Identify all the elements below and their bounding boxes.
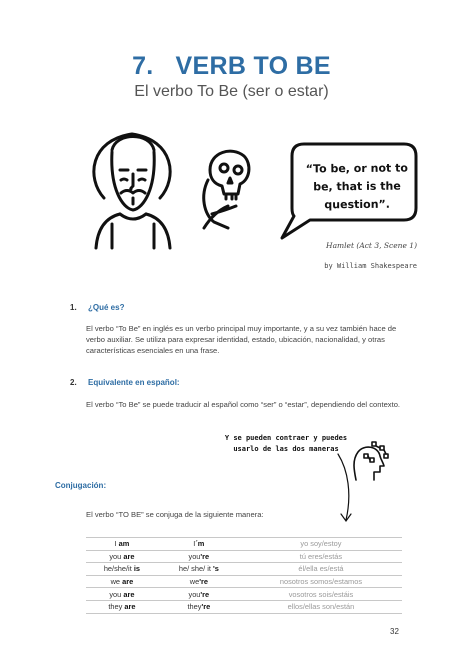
section-text-equivalent: El verbo “To Be” se puede traducir al español como “ser” o “estar”, dependiendo del contexto. bbox=[86, 400, 401, 409]
contraction: 's bbox=[212, 564, 219, 574]
verb-form: is bbox=[133, 564, 140, 574]
shakespeare-portrait-icon bbox=[94, 134, 170, 248]
pronoun: I bbox=[114, 539, 117, 549]
section-heading-equivalent bbox=[70, 378, 180, 387]
section-text-what-is: El verbo “To Be” en inglés es un verbo principal muy importante, y a su vez también hace de verbo auxiliar. Se utiliza para expresar identidad, estado, ubicación, nacionalidad, y otras características esenciales en una frase. bbox=[86, 324, 397, 355]
contraction-note: Y se pueden contraer y puedes usarlo de las dos maneras bbox=[224, 434, 348, 453]
contraction: 're bbox=[199, 577, 208, 587]
pronoun: you bbox=[188, 551, 201, 561]
page-number: 32 bbox=[390, 627, 399, 636]
pronoun: they bbox=[187, 602, 202, 612]
contraction: ´m bbox=[195, 539, 205, 549]
full-form-cell bbox=[86, 550, 158, 563]
conjugation-heading: Conjugación: bbox=[55, 481, 107, 490]
quote-text: “To be, or not to be, that is the question”. bbox=[305, 161, 408, 212]
contraction: 're bbox=[201, 602, 211, 612]
spanish-translation-cell: ellos/ellas son/están bbox=[240, 600, 402, 613]
section-heading-what-is bbox=[70, 303, 124, 312]
pronoun: you bbox=[109, 551, 122, 561]
pronoun: I bbox=[193, 539, 196, 549]
quote-attribution-author: by William Shakespeare bbox=[324, 262, 417, 270]
quote-attribution-work: Hamlet (Act 3, Scene 1) bbox=[326, 241, 417, 250]
table-row bbox=[86, 600, 402, 613]
verb-form: are bbox=[124, 602, 136, 612]
conjugation-table bbox=[86, 537, 402, 614]
spanish-translation-cell: vosotros sois/estáis bbox=[240, 588, 402, 601]
table-row bbox=[86, 575, 402, 588]
chapter-title: VERB TO BE bbox=[175, 52, 331, 80]
pronoun: you bbox=[188, 589, 201, 599]
verb-form: are bbox=[123, 589, 135, 599]
spanish-translation-cell: nosotros somos/estamos bbox=[240, 575, 402, 588]
head-brain-icon bbox=[350, 440, 392, 482]
verb-form: are bbox=[123, 551, 135, 561]
page-subtitle: El verbo To Be (ser o estar) bbox=[134, 83, 329, 100]
pronoun: you bbox=[109, 589, 122, 599]
pronoun: they bbox=[108, 602, 123, 612]
verb-form: am bbox=[118, 539, 130, 549]
pronoun: he/ she/ it bbox=[178, 564, 211, 574]
pronoun: we bbox=[110, 577, 121, 587]
contracted-form-cell bbox=[158, 575, 240, 588]
table-row bbox=[86, 563, 402, 576]
full-form-cell bbox=[86, 600, 158, 613]
skull-in-hand-icon bbox=[204, 151, 249, 228]
full-form-cell bbox=[86, 538, 158, 551]
pronoun: we bbox=[189, 577, 200, 587]
full-form-cell bbox=[86, 588, 158, 601]
contracted-form-cell bbox=[158, 588, 240, 601]
contracted-form-cell bbox=[158, 600, 240, 613]
spanish-translation-cell: yo soy/estoy bbox=[240, 538, 402, 551]
section-index: 1. bbox=[70, 303, 77, 312]
pronoun: he/she/it bbox=[103, 564, 132, 574]
section-heading-text: ¿Qué es? bbox=[88, 303, 125, 312]
section-index: 2. bbox=[70, 378, 77, 387]
table-row bbox=[86, 588, 402, 601]
full-form-cell bbox=[86, 575, 158, 588]
spanish-translation-cell: él/ella es/está bbox=[240, 563, 402, 576]
contraction: 're bbox=[200, 589, 210, 599]
conjugation-intro: El verbo “TO BE” se conjuga de la siguiente manera: bbox=[86, 510, 264, 519]
verb-form: are bbox=[122, 577, 134, 587]
page-title bbox=[0, 52, 463, 81]
section-heading-text: Equivalente en español: bbox=[88, 378, 180, 387]
full-form-cell bbox=[86, 563, 158, 576]
contraction: 're bbox=[200, 551, 210, 561]
contracted-form-cell bbox=[158, 563, 240, 576]
chapter-number: 7. bbox=[132, 52, 154, 80]
contracted-form-cell bbox=[158, 538, 240, 551]
contracted-form-cell bbox=[158, 550, 240, 563]
table-row bbox=[86, 538, 402, 551]
table-row bbox=[86, 550, 402, 563]
spanish-translation-cell: tú eres/estás bbox=[240, 550, 402, 563]
